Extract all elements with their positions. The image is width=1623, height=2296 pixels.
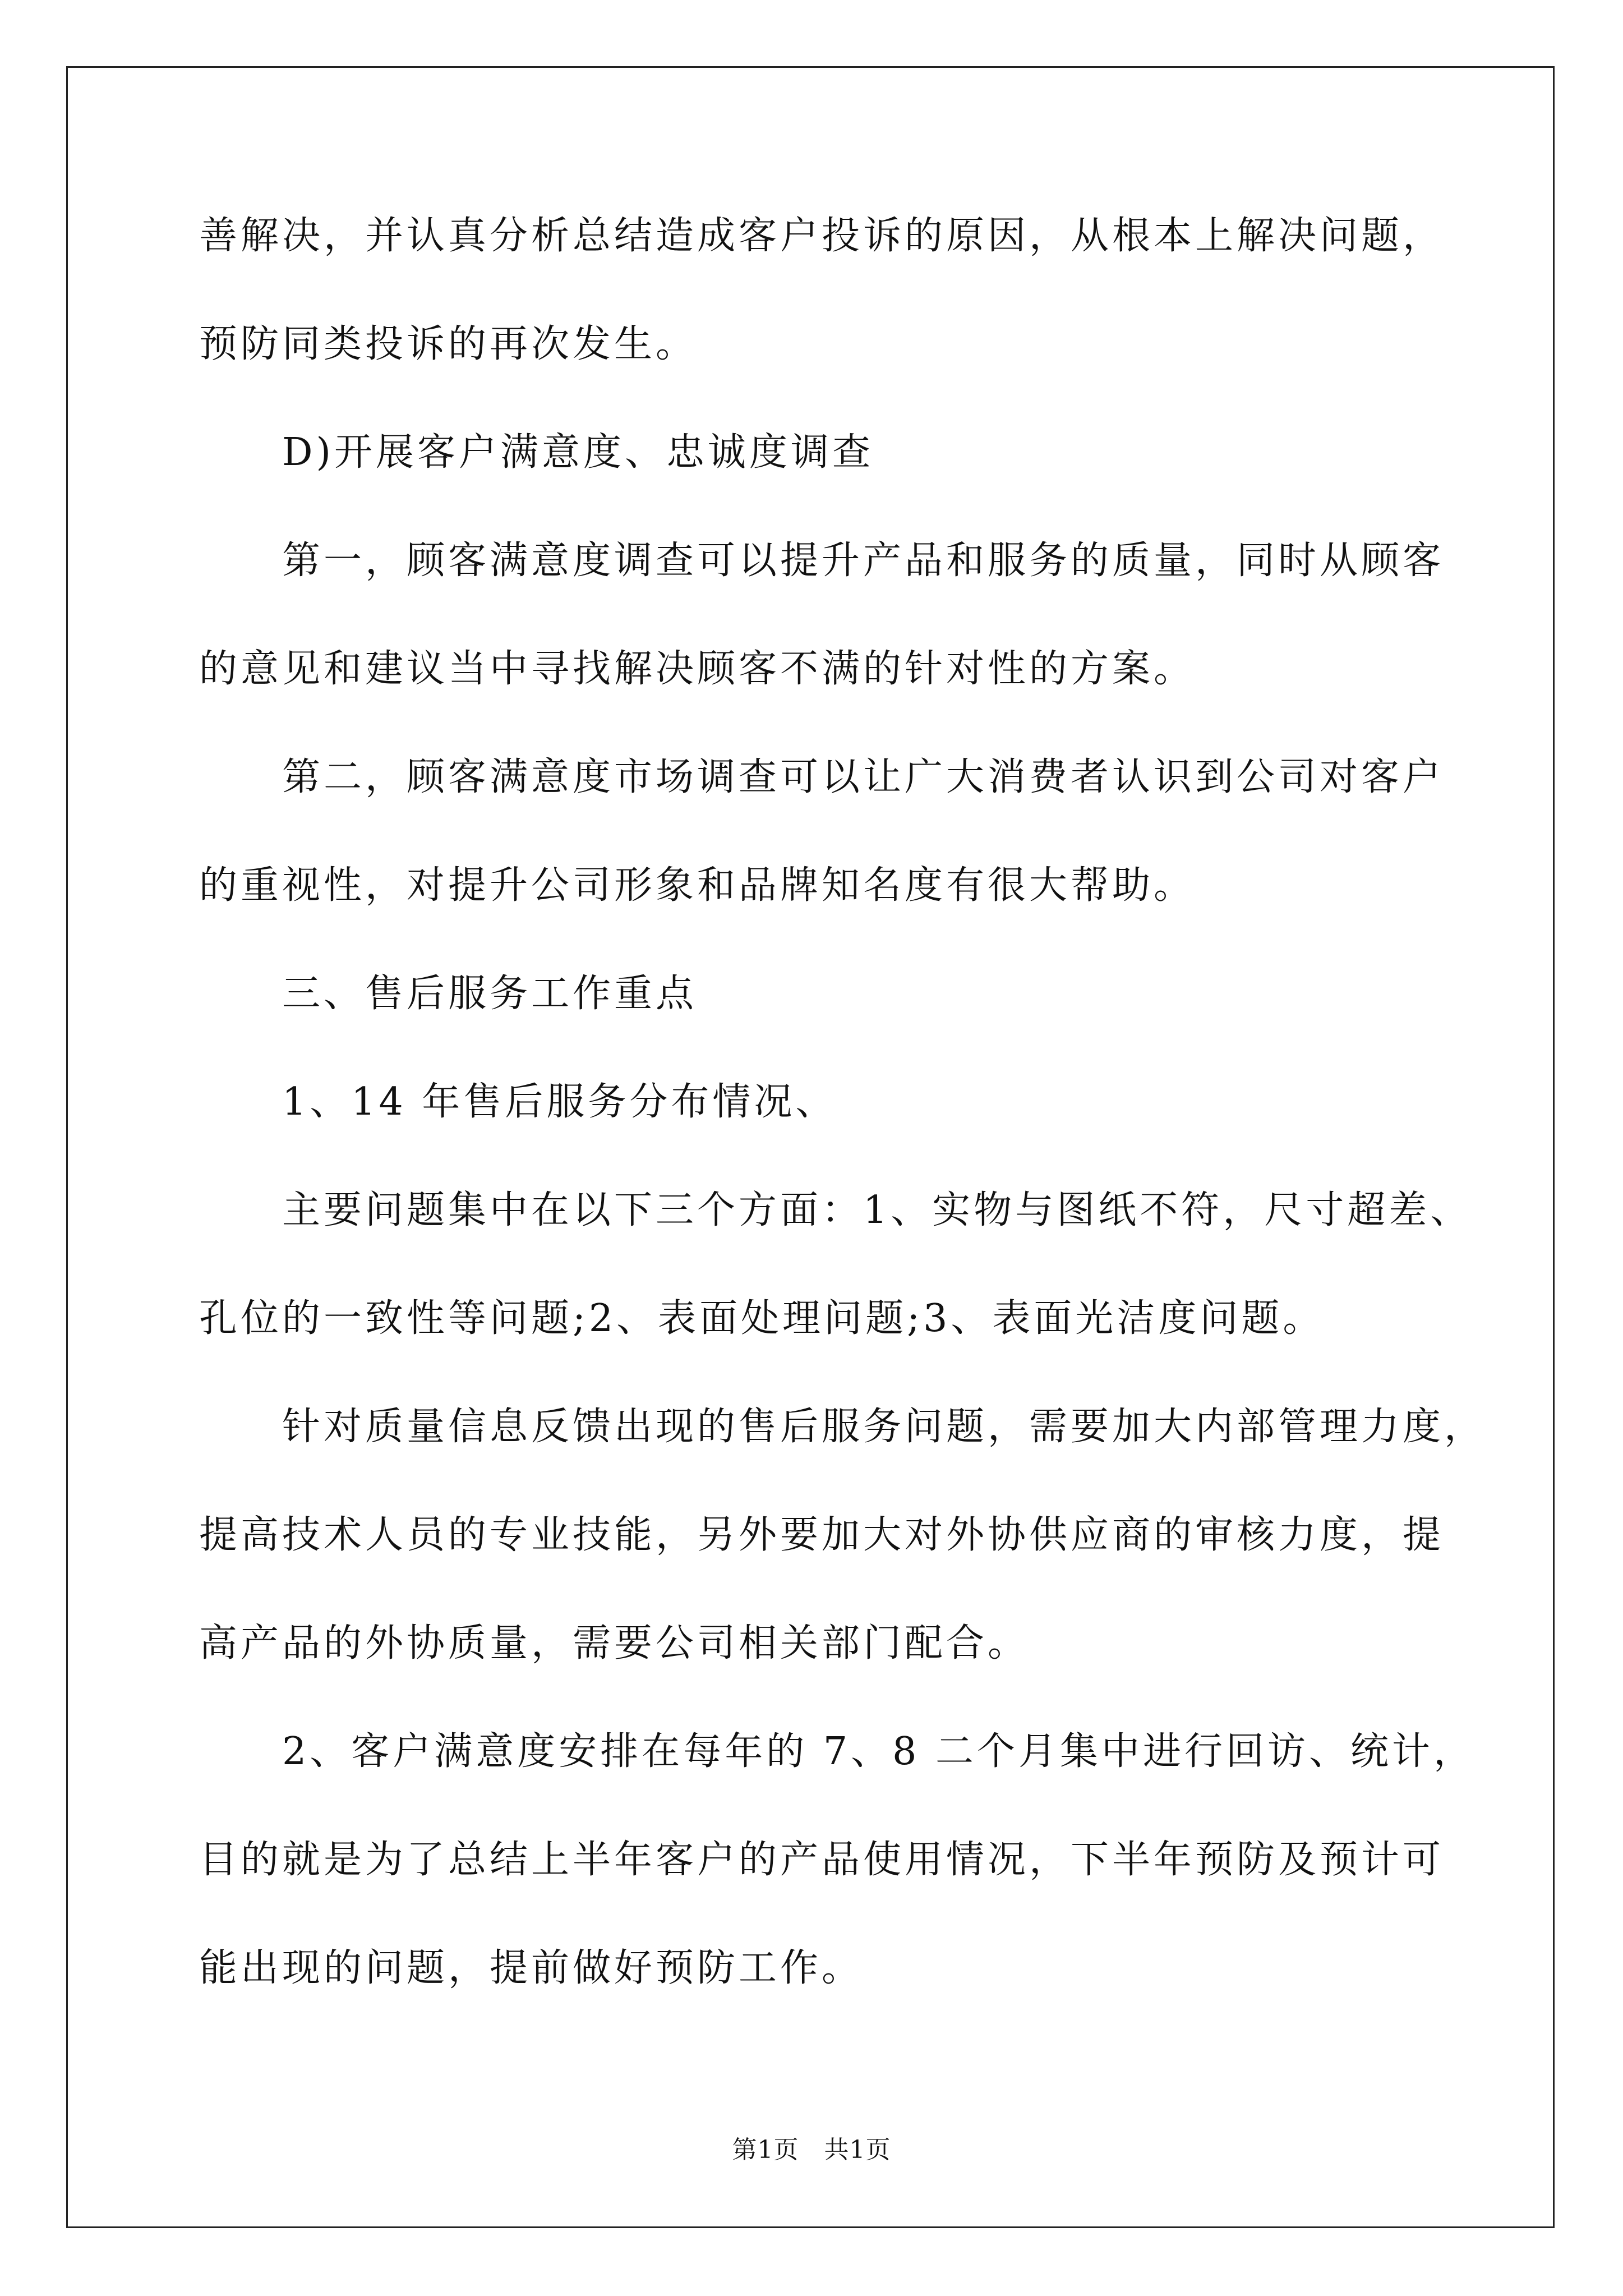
text-line: 2、客户满意度安排在每年的 7、8 二个月集中进行回访、统计， <box>282 1729 1476 1774</box>
text-line: 目的就是为了总结上半年客户的产品使用情况，下半年预防及预计可 <box>199 1838 1445 1882</box>
page-number: 第1页 共1页 <box>732 2136 891 2164</box>
section-heading-three: 三、售后服务工作重点 <box>282 972 698 1016</box>
text-line: 第二，顾客满意度市场调查可以让广大消费者认识到公司对客户 <box>282 755 1445 799</box>
subheading-1: 1、14 年售后服务分布情况、 <box>282 1080 837 1124</box>
text-line: 的重视性，对提升公司形象和品牌知名度有很大帮助。 <box>199 863 1196 908</box>
text-line: 的意见和建议当中寻找解决顾客不满的针对性的方案。 <box>199 647 1196 691</box>
text-line: 第一，顾客满意度调查可以提升产品和服务的质量，同时从顾客 <box>282 539 1445 583</box>
text-line: 能出现的问题，提前做好预防工作。 <box>199 1946 864 1990</box>
text-line: 高产品的外协质量，需要公司相关部门配合。 <box>199 1621 1030 1665</box>
section-heading-d: D)开展客户满意度、忠诚度调查 <box>282 430 874 475</box>
text-line: 针对质量信息反馈出现的售后服务问题，需要加大内部管理力度， <box>282 1405 1486 1449</box>
text-line: 预防同类投诉的再次发生。 <box>199 322 698 366</box>
text-line: 提高技术人员的专业技能，另外要加大对外协供应商的审核力度，提 <box>199 1513 1445 1557</box>
text-line: 孔位的一致性等问题;2、表面处理问题;3、表面光洁度问题。 <box>199 1296 1325 1341</box>
text-line: 善解决，并认真分析总结造成客户投诉的原因，从根本上解决问题， <box>199 214 1445 258</box>
text-line: 主要问题集中在以下三个方面：1、实物与图纸不符，尺寸超差、 <box>282 1188 1472 1232</box>
document-body <box>199 205 1486 2045</box>
